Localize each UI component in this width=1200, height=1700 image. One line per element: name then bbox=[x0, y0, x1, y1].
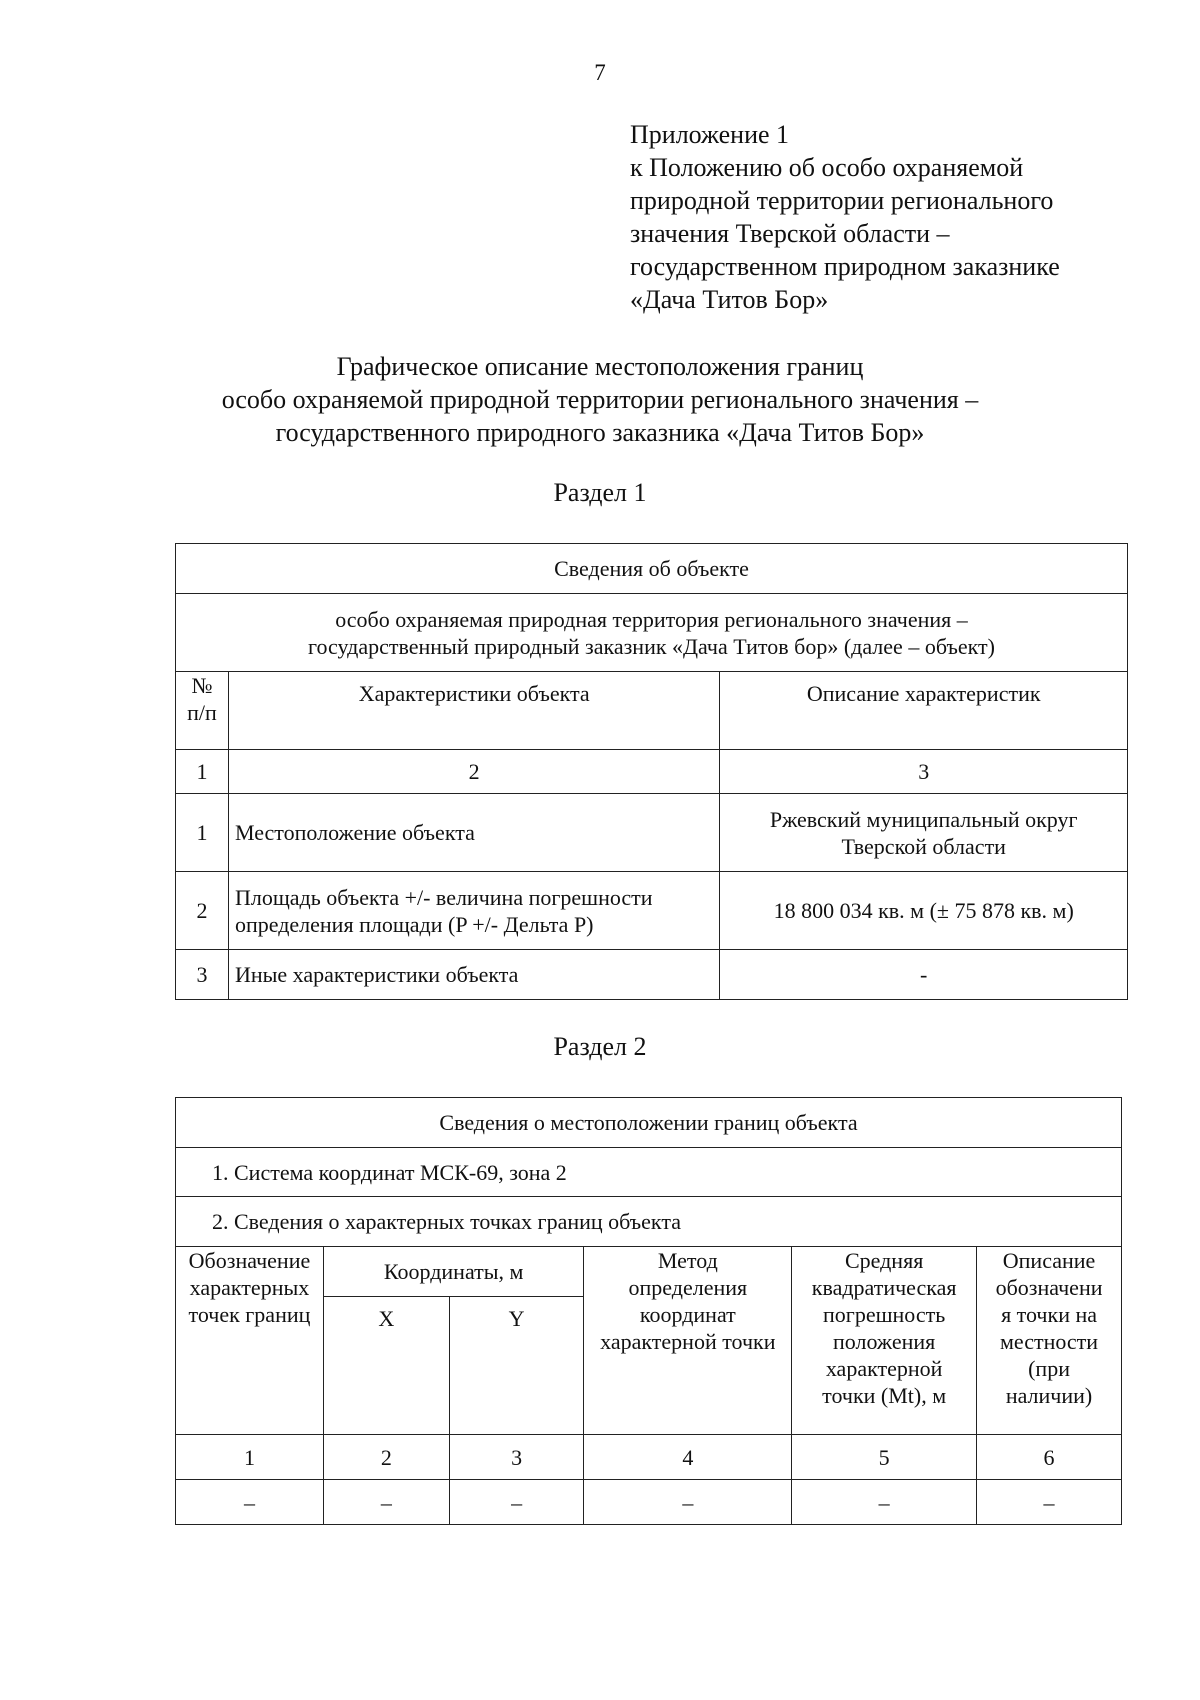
appendix-line: государственном природном заказнике bbox=[630, 252, 1060, 281]
header-line: координат bbox=[639, 1302, 736, 1327]
row-description: - bbox=[720, 950, 1128, 1000]
boundary-info-header: Сведения о местоположении границ объекта bbox=[176, 1098, 1122, 1148]
object-name-line: особо охраняемая природная территория регионального значения – bbox=[335, 606, 968, 632]
col-number: 3 bbox=[720, 750, 1128, 794]
object-info-table bbox=[175, 543, 1128, 1000]
col-header-characteristics: Характеристики объекта bbox=[228, 672, 719, 750]
col-number: 2 bbox=[323, 1435, 449, 1480]
row-number: 3 bbox=[176, 950, 229, 1000]
header-line: точек границ bbox=[188, 1302, 311, 1327]
appendix-line: природной территории регионального bbox=[630, 186, 1054, 215]
data-cell: – bbox=[584, 1480, 792, 1525]
appendix-reference bbox=[630, 118, 1060, 316]
row-characteristic-line: Площадь объекта +/- величина погрешности bbox=[234, 884, 653, 910]
appendix-line: значения Тверской области – bbox=[630, 219, 950, 248]
table-row bbox=[176, 872, 1128, 950]
section-2-heading: Раздел 2 bbox=[553, 1032, 647, 1061]
title-line: Графическое описание местоположения границ bbox=[336, 352, 864, 381]
boundary-points-table bbox=[175, 1097, 1122, 1525]
col-header-designation bbox=[176, 1247, 324, 1435]
data-cell: – bbox=[977, 1480, 1122, 1525]
table-row bbox=[176, 794, 1128, 872]
object-info-header: Сведения об объекте bbox=[176, 544, 1128, 594]
header-line: точки (Mt), м bbox=[822, 1383, 947, 1408]
row-characteristic: Иные характеристики объекта bbox=[228, 950, 719, 1000]
data-cell: – bbox=[449, 1480, 584, 1525]
col-header-number-line: № bbox=[191, 673, 213, 698]
appendix-line: «Дача Титов Бор» bbox=[630, 285, 829, 314]
row-characteristic-line: определения площади (P +/- Дельта P) bbox=[234, 911, 594, 937]
header-line: Средняя bbox=[844, 1248, 924, 1273]
col-header-method bbox=[584, 1247, 792, 1435]
header-line: я точки на bbox=[1001, 1302, 1098, 1327]
row-description-line: Ржевский муниципальный округ bbox=[769, 806, 1078, 832]
col-number: 1 bbox=[176, 1435, 324, 1480]
header-line: определения bbox=[628, 1275, 748, 1300]
col-header-point-description bbox=[977, 1247, 1122, 1435]
appendix-line: Приложение 1 bbox=[630, 120, 790, 149]
row-characteristic: Местоположение объекта bbox=[228, 794, 719, 872]
header-line: квадратическая bbox=[811, 1275, 957, 1300]
col-number: 1 bbox=[176, 750, 229, 794]
row-number: 2 bbox=[176, 872, 229, 950]
data-cell: – bbox=[323, 1480, 449, 1525]
document-title bbox=[0, 350, 1200, 449]
data-cell: – bbox=[176, 1480, 324, 1525]
header-line: характерной точки bbox=[600, 1329, 776, 1354]
section-1-heading: Раздел 1 bbox=[553, 478, 647, 507]
row-characteristic bbox=[228, 872, 719, 950]
header-line: положения bbox=[833, 1329, 936, 1354]
col-header-number-line: п/п bbox=[187, 700, 217, 725]
object-name-cell bbox=[176, 594, 1128, 672]
header-line: Обозначение bbox=[188, 1248, 311, 1273]
row-description-line: Тверской области bbox=[841, 833, 1006, 859]
header-line: характерной bbox=[825, 1356, 943, 1381]
header-line: (при bbox=[1028, 1356, 1070, 1381]
table-row bbox=[176, 950, 1128, 1000]
col-number: 5 bbox=[792, 1435, 977, 1480]
row-description: 18 800 034 кв. м (± 75 878 кв. м) bbox=[720, 872, 1128, 950]
col-number: 6 bbox=[977, 1435, 1122, 1480]
header-line: местности bbox=[999, 1329, 1099, 1354]
header-line: погрешность bbox=[823, 1302, 946, 1327]
header-line: Описание bbox=[1002, 1248, 1096, 1273]
table-row bbox=[176, 1480, 1122, 1525]
appendix-line: к Положению об особо охраняемой bbox=[630, 153, 1024, 182]
page-number: 7 bbox=[594, 60, 606, 85]
col-header-coordinates: Координаты, м bbox=[323, 1247, 584, 1297]
col-header-error bbox=[792, 1247, 977, 1435]
header-line: обозначени bbox=[995, 1275, 1103, 1300]
points-info: 2. Сведения о характерных точках границ объекта bbox=[176, 1197, 1122, 1247]
row-description bbox=[720, 794, 1128, 872]
row-number: 1 bbox=[176, 794, 229, 872]
object-name-line: государственный природный заказник «Дача Титов бор» (далее – объект) bbox=[308, 633, 995, 659]
coordinate-system: 1. Система координат МСК-69, зона 2 bbox=[176, 1148, 1122, 1197]
col-number: 4 bbox=[584, 1435, 792, 1480]
col-header-description: Описание характеристик bbox=[720, 672, 1128, 750]
col-header-number bbox=[176, 672, 229, 750]
col-header-x: X bbox=[323, 1297, 449, 1435]
col-header-y: Y bbox=[449, 1297, 584, 1435]
title-line: государственного природного заказника «Дача Титов Бор» bbox=[275, 418, 925, 447]
header-line: характерных bbox=[189, 1275, 310, 1300]
data-cell: – bbox=[792, 1480, 977, 1525]
col-number: 3 bbox=[449, 1435, 584, 1480]
header-line: Метод bbox=[657, 1248, 718, 1273]
header-line: наличии) bbox=[1005, 1383, 1093, 1408]
col-number: 2 bbox=[228, 750, 719, 794]
title-line: особо охраняемой природной территории регионального значения – bbox=[221, 385, 979, 414]
